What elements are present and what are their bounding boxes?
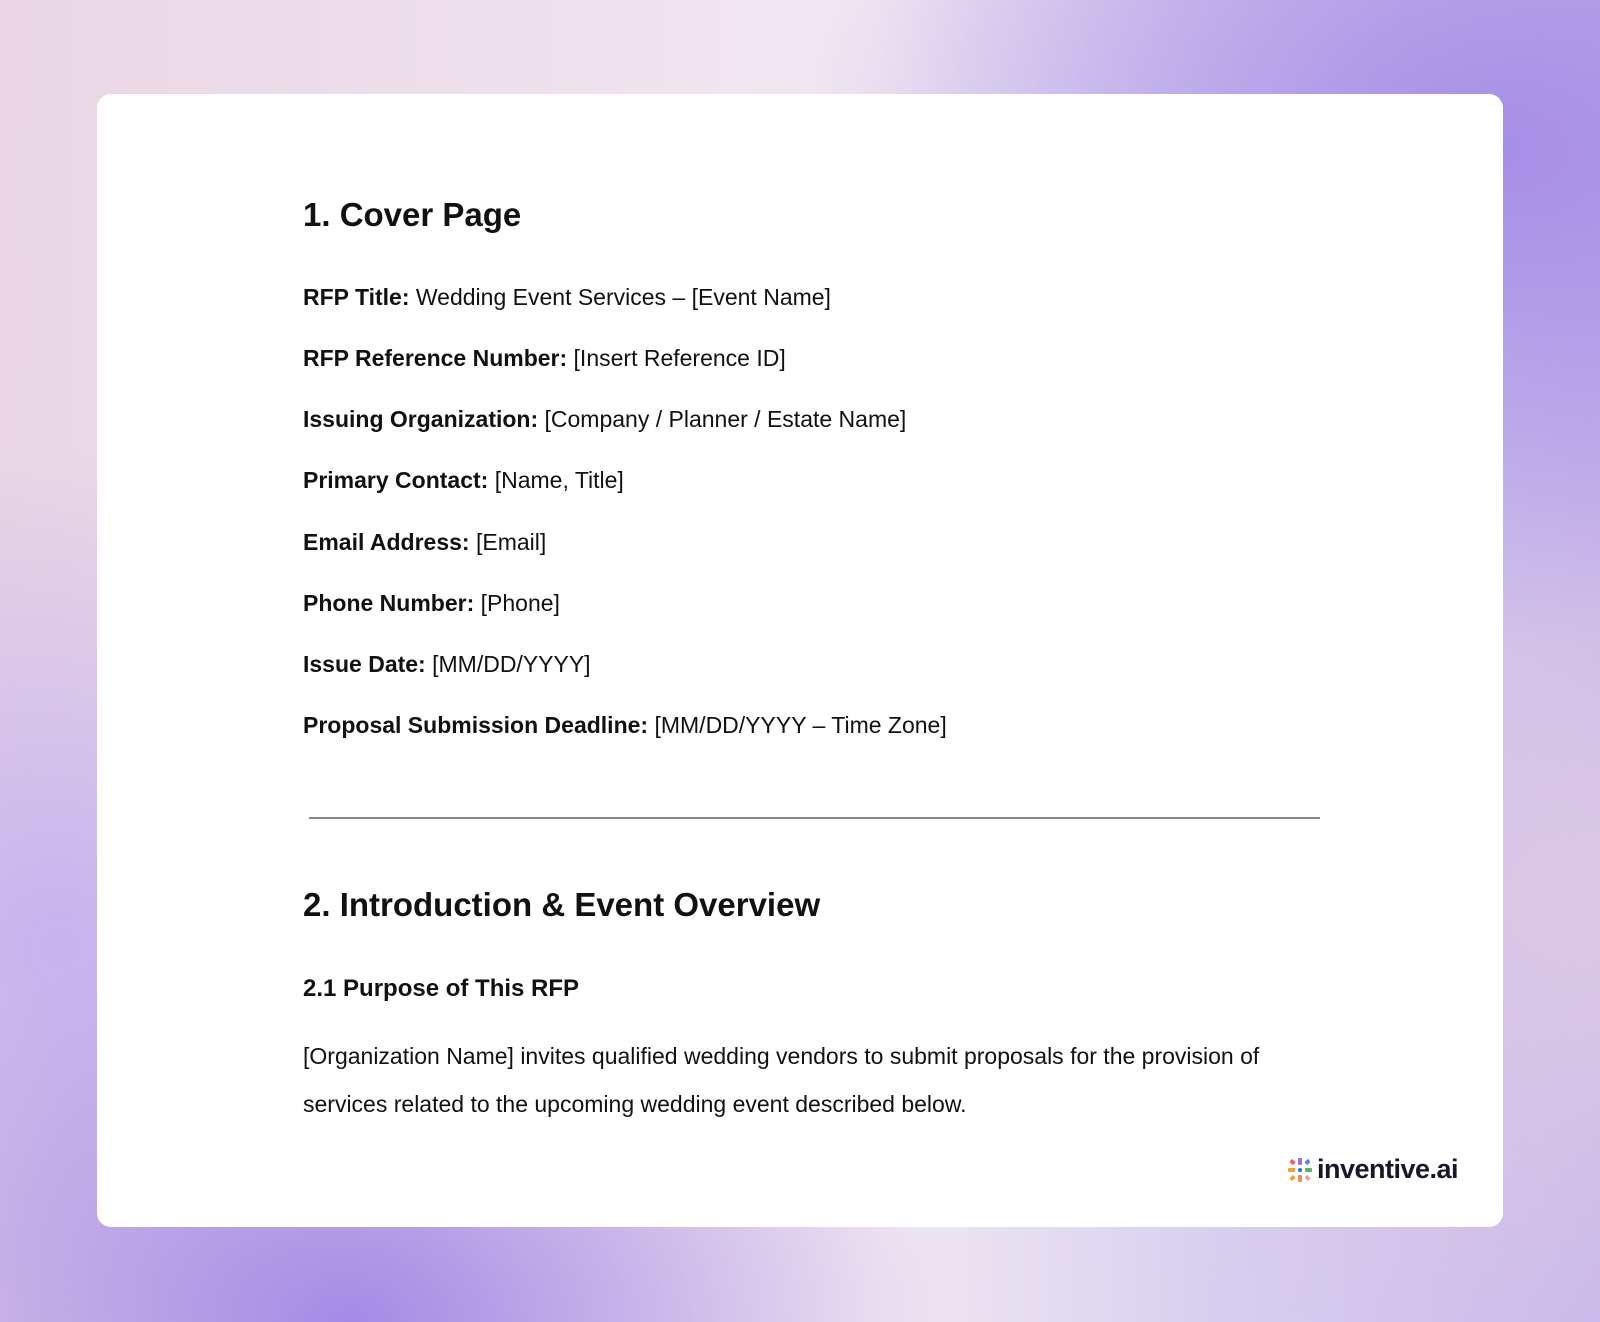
field-label: RFP Reference Number: bbox=[303, 345, 568, 371]
field-label: Proposal Submission Deadline: bbox=[303, 712, 649, 738]
field-value: Wedding Event Services – [Event Name] bbox=[415, 284, 831, 310]
field-value: [Phone] bbox=[480, 590, 560, 616]
field-label: Email Address: bbox=[303, 529, 470, 555]
field-value: [Insert Reference ID] bbox=[573, 345, 786, 371]
section-divider bbox=[309, 817, 1320, 819]
field-email-address bbox=[303, 529, 546, 556]
logo-wordmark: inventive.ai bbox=[1317, 1154, 1459, 1184]
field-value: [Name, Title] bbox=[494, 467, 624, 493]
field-label: RFP Title: bbox=[303, 284, 410, 310]
field-value: [Email] bbox=[475, 529, 547, 555]
document-card bbox=[97, 94, 1503, 1227]
field-issue-date bbox=[303, 651, 591, 678]
purpose-paragraph: [Organization Name] invites qualified wedding vendors to submit proposals for the provision of services related to the upcoming wedding event described below. bbox=[303, 1043, 1260, 1117]
field-issuing-organization bbox=[303, 406, 906, 433]
inventive-ai-logo bbox=[1287, 1154, 1458, 1185]
section-heading-introduction: 2. Introduction & Event Overview bbox=[303, 886, 821, 923]
field-label: Primary Contact: bbox=[303, 467, 489, 493]
subsection-heading-purpose: 2.1 Purpose of This RFP bbox=[303, 975, 580, 1002]
field-rfp-reference-number bbox=[303, 345, 786, 372]
field-submission-deadline bbox=[303, 712, 947, 739]
field-value: [MM/DD/YYYY – Time Zone] bbox=[654, 712, 947, 738]
section-heading-cover-page: 1. Cover Page bbox=[303, 196, 522, 233]
field-label: Issue Date: bbox=[303, 651, 426, 677]
logo-burst-icon bbox=[1287, 1157, 1313, 1183]
field-primary-contact bbox=[303, 467, 624, 494]
field-label: Phone Number: bbox=[303, 590, 475, 616]
field-rfp-title bbox=[303, 284, 831, 311]
field-phone-number bbox=[303, 590, 560, 617]
field-label: Issuing Organization: bbox=[303, 406, 539, 432]
field-value: [Company / Planner / Estate Name] bbox=[544, 406, 907, 432]
field-value: [MM/DD/YYYY] bbox=[432, 651, 591, 677]
